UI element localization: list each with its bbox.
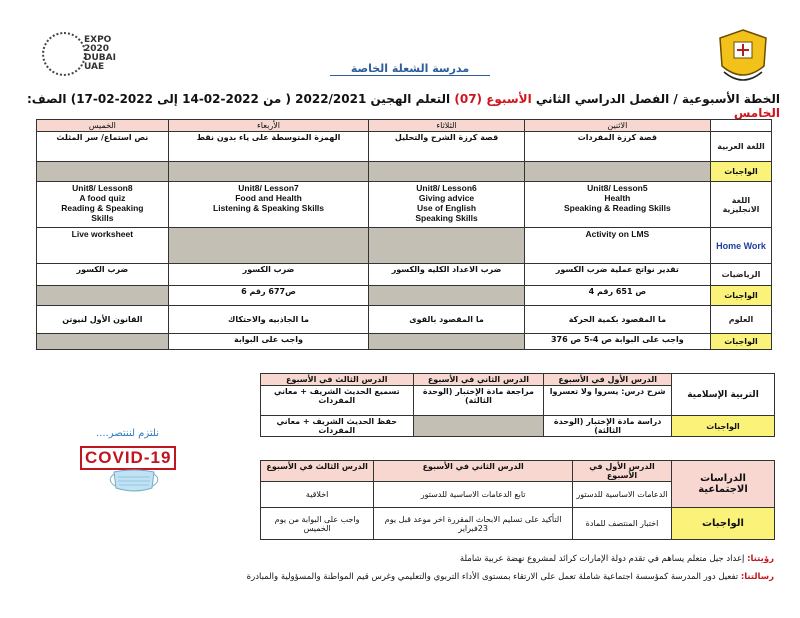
math-lesson-tue: ضرب الاعداد الكليه والكسور xyxy=(369,264,524,286)
english-hw-wed xyxy=(168,228,369,264)
science-hw-mon: واجب على البوابة ص 4-5 ص 376 xyxy=(524,334,710,350)
english-hw-label: Home Work xyxy=(711,228,772,264)
subject-islamic: التربية الإسلامية xyxy=(672,374,775,416)
islamic-header-3: الدرس الثالث في الأسبوع xyxy=(261,374,414,386)
school-name: مدرسة الشعلة الخاصة xyxy=(330,62,490,76)
day-thursday: الخميس xyxy=(37,120,169,132)
english-hw-row xyxy=(37,228,772,264)
math-hw-label: الواجبات xyxy=(711,286,772,306)
mission-statement xyxy=(20,572,774,582)
day-tuesday: الثلاثاء xyxy=(369,120,524,132)
day-monday: الاثنين xyxy=(524,120,710,132)
social-header-row xyxy=(261,461,775,482)
islamic-header-2: الدرس الثاني في الأسبوع xyxy=(413,374,544,386)
math-row xyxy=(37,264,772,286)
islamic-hw-3: حفظ الحديث الشريف + معاني المفردات xyxy=(261,416,414,437)
social-lesson-3: اخلاقية xyxy=(261,482,374,508)
day-wednesday: الأربعاء xyxy=(168,120,369,132)
days-header-row xyxy=(37,120,772,132)
subject-science: العلوم xyxy=(711,306,772,334)
social-header-3: الدرس الثالث في الأسبوع xyxy=(261,461,374,482)
science-lesson-thu: القانون الأول لنيوتن xyxy=(37,306,169,334)
school-crest-logo xyxy=(714,26,772,86)
subject-math: الرياضيات xyxy=(711,264,772,286)
science-hw-thu xyxy=(37,334,169,350)
islamic-hw-label: الواجبات xyxy=(672,416,775,437)
islamic-hw-row xyxy=(261,416,775,437)
islamic-lesson-3: تسميع الحديث الشريف + معاني المفردات xyxy=(261,386,414,416)
arabic-hw-tue xyxy=(369,162,524,182)
title-middle: التعلم الهجين 2022/2021 ( من 2022-02-14 إلى 2022-02-17) الصف: xyxy=(27,92,455,106)
science-hw-row xyxy=(37,334,772,350)
math-lesson-thu: ضرب الكسور xyxy=(37,264,169,286)
science-hw-tue xyxy=(369,334,524,350)
math-hw-thu xyxy=(37,286,169,306)
arabic-lesson-mon: قصة كرزة المفردات xyxy=(524,132,710,162)
social-header-2: الدرس الثاني في الأسبوع xyxy=(374,461,573,482)
social-lesson-2: تابع الدعامات الاساسية للدستور xyxy=(374,482,573,508)
arabic-lesson-wed: الهمزة المتوسطة على ياء بدون نقط xyxy=(168,132,369,162)
social-hw-1: اختبار المنتصف للمادة xyxy=(572,508,671,540)
english-lesson-mon: Unit8/ Lesson5 Health Speaking & Reading Skills xyxy=(524,182,710,228)
english-lesson-thu: Unit8/ Lesson8 A food quiz Reading & Speaking Skills xyxy=(37,182,169,228)
social-hw-label: الواجبات xyxy=(672,508,775,540)
arabic-lesson-thu: نص استماع/ سر المثلث xyxy=(37,132,169,162)
vision-statement xyxy=(20,554,774,564)
math-hw-mon: ص 651 رقم 4 xyxy=(524,286,710,306)
math-hw-tue xyxy=(369,286,524,306)
expo-logo-text: EXPO 2020 DUBAI UAE xyxy=(84,35,116,72)
subject-social: الدراسات الاجتماعية xyxy=(672,461,775,508)
science-lesson-tue: ما المقصود بالقوى xyxy=(369,306,524,334)
math-hw-row xyxy=(37,286,772,306)
science-lesson-mon: ما المقصود بكمية الحركة xyxy=(524,306,710,334)
subject-arabic: اللغة العربية xyxy=(711,132,772,162)
math-lesson-mon: تقدير نواتج عملية ضرب الكسور xyxy=(524,264,710,286)
arabic-hw-thu xyxy=(37,162,169,182)
social-hw-row xyxy=(261,508,775,540)
social-header-1: الدرس الأول في الأسبوع xyxy=(572,461,671,482)
social-lesson-1: الدعامات الاساسية للدستور xyxy=(572,482,671,508)
vision-heading: رؤيتنا: xyxy=(747,554,774,564)
science-lesson-wed: ما الجاذبيه والاحتكاك xyxy=(168,306,369,334)
covid-slogan: نلتزم لننتصر.... xyxy=(96,428,160,439)
title-week: الأسبوع (07) xyxy=(454,92,532,106)
mission-text: تفعيل دور المدرسة كمؤسسة اجتماعية شاملة تعمل على الارتقاء بمستوى الأداء التربوي والتعليمي وغرس قيم المواطنة والمسؤولية والمبادرة xyxy=(246,572,741,582)
islamic-hw-2 xyxy=(413,416,544,437)
english-lesson-wed: Unit8/ Lesson7 Food and Health Listening & Speaking Skills xyxy=(168,182,369,228)
science-hw-wed: واجب على البوابة xyxy=(168,334,369,350)
expo-2020-logo xyxy=(38,30,116,80)
vision-text: إعداد جيل متعلم يساهم في تقدم دولة الإمارات كرائد لمشروع نهضة عربية شاملة xyxy=(459,554,748,564)
weekly-plan-table xyxy=(36,119,772,350)
covid-19-banner xyxy=(78,444,188,494)
math-hw-wed: ص677 رقم 6 xyxy=(168,286,369,306)
english-hw-mon: Activity on LMS xyxy=(524,228,710,264)
islamic-hw-1: دراسة مادة الإختبار (الوحدة الثالثة) xyxy=(544,416,672,437)
mission-heading: رسالتنا: xyxy=(740,572,774,582)
arabic-hw-label: الواجبات xyxy=(711,162,772,182)
english-hw-tue xyxy=(369,228,524,264)
science-hw-label: الواجبات xyxy=(711,334,772,350)
covid-19-word: COVID-19 xyxy=(80,446,176,470)
subject-english: اللغة الانجليزية xyxy=(711,182,772,228)
science-row xyxy=(37,306,772,334)
arabic-hw-wed xyxy=(168,162,369,182)
english-row xyxy=(37,182,772,228)
corner-cell xyxy=(711,120,772,132)
title-prefix: الخطة الأسبوعية / الفصل الدراسي الثاني xyxy=(531,92,780,106)
social-studies-table xyxy=(260,460,775,540)
weekly-plan-title xyxy=(20,92,780,120)
math-lesson-wed: ضرب الكسور xyxy=(168,264,369,286)
expo-ring-icon xyxy=(42,32,86,76)
arabic-hw-row xyxy=(37,162,772,182)
islamic-lesson-2: مراجعة مادة الإختبار (الوحدة الثالثة) xyxy=(413,386,544,416)
islamic-lesson-1: شرح درس: يسروا ولا تعسروا xyxy=(544,386,672,416)
face-mask-icon xyxy=(106,468,162,494)
islamic-education-table xyxy=(260,373,775,437)
social-hw-3: واجب على البوابة من يوم الخميس xyxy=(261,508,374,540)
islamic-header-row xyxy=(261,374,775,386)
title-grade: الخامس xyxy=(733,106,780,120)
english-hw-thu: Live worksheet xyxy=(37,228,169,264)
arabic-row xyxy=(37,132,772,162)
islamic-header-1: الدرس الأول في الأسبوع xyxy=(544,374,672,386)
social-hw-2: التأكيد على تسليم الابحاث المقررة اخر موعد قبل يوم 23فبراير xyxy=(374,508,573,540)
arabic-lesson-tue: قصة كرزة الشرح والتحليل xyxy=(369,132,524,162)
english-lesson-tue: Unit8/ Lesson6 Giving advice Use of English Speaking Skills xyxy=(369,182,524,228)
arabic-hw-mon xyxy=(524,162,710,182)
